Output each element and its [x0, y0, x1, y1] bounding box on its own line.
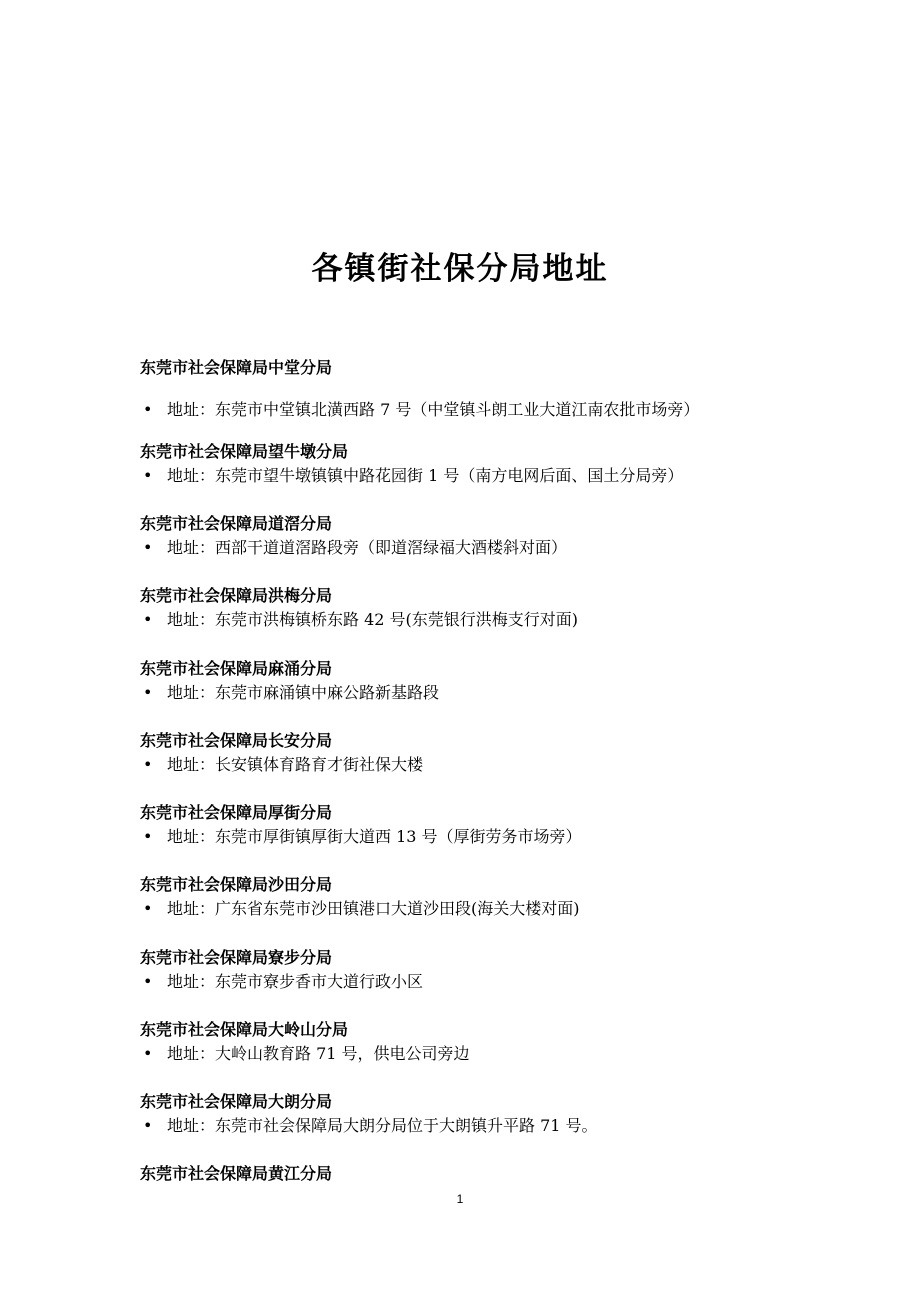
bullet: •	[143, 400, 153, 419]
org-heading: 东莞市社会保障局黄江分局	[140, 1164, 333, 1183]
org-heading: 东莞市社会保障局长安分局	[140, 731, 333, 750]
address-item	[143, 970, 423, 994]
address-item	[143, 897, 580, 921]
bullet: •	[143, 827, 153, 846]
bullet: •	[143, 610, 153, 629]
address-text: 地址：东莞市厚街镇厚街大道西 13 号（厚街劳务市场旁）	[167, 827, 582, 846]
bullet: •	[143, 466, 153, 485]
address-item	[143, 753, 423, 777]
org-heading: 东莞市社会保障局厚街分局	[140, 803, 333, 822]
address-text: 地址：西部干道道滘路段旁（即道滘绿福大酒楼斜对面）	[167, 538, 568, 557]
address-text: 地址：东莞市寮步香市大道行政小区	[167, 972, 424, 991]
org-heading: 东莞市社会保障局沙田分局	[140, 875, 333, 894]
address-text: 地址：东莞市中堂镇北潢西路 7 号（中堂镇斗朗工业大道江南农批市场旁）	[167, 400, 700, 419]
address-text: 地址：东莞市望牛墩镇镇中路花园街 1 号（南方电网后面、国土分局旁）	[167, 466, 684, 485]
org-heading: 东莞市社会保障局道滘分局	[140, 514, 333, 533]
address-text: 地址：东莞市社会保障局大朗分局位于大朗镇升平路 71 号。	[167, 1116, 598, 1135]
org-heading: 东莞市社会保障局麻涌分局	[140, 659, 333, 678]
bullet: •	[143, 972, 153, 991]
address-item	[143, 681, 439, 705]
bullet: •	[143, 1044, 153, 1063]
org-heading: 东莞市社会保障局大朗分局	[140, 1092, 333, 1111]
bullet: •	[143, 899, 153, 918]
address-text: 地址：长安镇体育路育才街社保大楼	[167, 755, 424, 774]
bullet: •	[143, 1116, 153, 1135]
address-item	[143, 398, 699, 422]
org-heading: 东莞市社会保障局中堂分局	[140, 358, 333, 377]
address-item	[143, 608, 578, 632]
address-text: 地址：广东省东莞市沙田镇港口大道沙田段(海关大楼对面)	[167, 899, 580, 918]
address-item	[143, 464, 683, 488]
address-text: 地址：东莞市洪梅镇桥东路 42 号(东莞银行洪梅支行对面)	[167, 610, 579, 629]
org-heading: 东莞市社会保障局望牛墩分局	[140, 442, 349, 461]
bullet: •	[143, 755, 153, 774]
address-item	[143, 825, 582, 849]
address-item	[143, 1114, 598, 1138]
address-item	[143, 1042, 470, 1066]
page-title: 各镇街社保分局地址	[311, 251, 609, 287]
page-number: 1	[456, 1192, 464, 1206]
bullet: •	[143, 683, 153, 702]
bullet: •	[143, 538, 153, 557]
address-text: 地址：大岭山教育路 71 号，供电公司旁边	[167, 1044, 470, 1063]
org-heading: 东莞市社会保障局大岭山分局	[140, 1020, 349, 1039]
address-item	[143, 536, 567, 560]
org-heading: 东莞市社会保障局洪梅分局	[140, 586, 333, 605]
address-text: 地址：东莞市麻涌镇中麻公路新基路段	[167, 683, 440, 702]
org-heading: 东莞市社会保障局寮步分局	[140, 948, 333, 967]
